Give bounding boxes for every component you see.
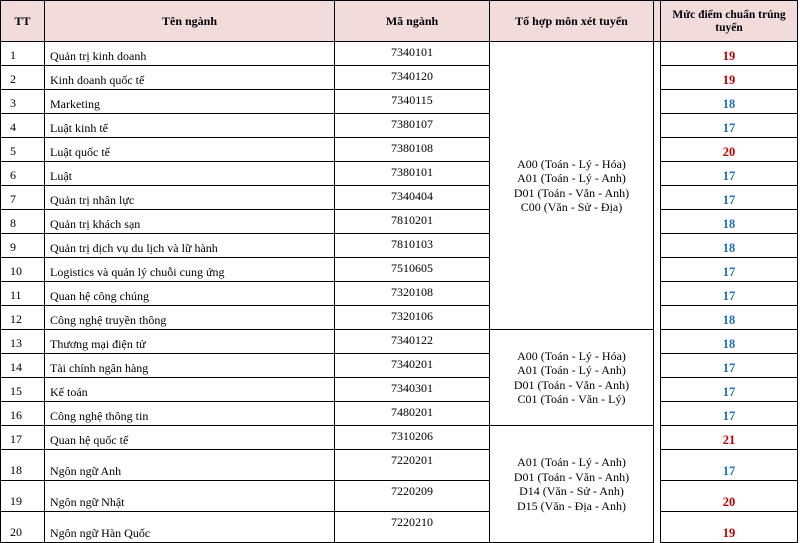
cutoff-score: 17 — [661, 402, 798, 426]
column-gap — [654, 282, 661, 306]
table-row — [1, 114, 798, 138]
major-name: Công nghệ truyền thông — [45, 306, 335, 330]
major-name: Kinh doanh quốc tế — [45, 66, 335, 90]
header-tt: TT — [1, 1, 45, 42]
header-major-name: Tên ngành — [45, 1, 335, 42]
table-row — [1, 42, 798, 66]
major-name: Marketing — [45, 90, 335, 114]
major-name: Quản trị nhân lực — [45, 186, 335, 210]
header-gap — [654, 1, 661, 42]
table-row — [1, 378, 798, 402]
major-code: 7320106 — [335, 306, 490, 330]
row-number: 6 — [1, 162, 45, 186]
table-row — [1, 186, 798, 210]
major-name: Thương mại điện tử — [45, 330, 335, 354]
cutoff-score: 17 — [661, 450, 798, 481]
header-major-code: Mã ngành — [335, 1, 490, 42]
table-row — [1, 354, 798, 378]
table-row — [1, 306, 798, 330]
row-number: 17 — [1, 426, 45, 450]
major-code: 7340404 — [335, 186, 490, 210]
header-subject-combination: Tổ hợp môn xét tuyển — [490, 1, 654, 42]
column-gap — [654, 258, 661, 282]
column-gap — [654, 138, 661, 162]
row-number: 18 — [1, 450, 45, 481]
major-code: 7220201 — [335, 450, 490, 481]
column-gap — [654, 378, 661, 402]
table-row — [1, 481, 798, 512]
row-number: 10 — [1, 258, 45, 282]
major-code: 7380101 — [335, 162, 490, 186]
table-row — [1, 162, 798, 186]
column-gap — [654, 42, 661, 66]
row-number: 13 — [1, 330, 45, 354]
column-gap — [654, 481, 661, 512]
column-gap — [654, 90, 661, 114]
table-row — [1, 258, 798, 282]
cutoff-score: 17 — [661, 282, 798, 306]
major-code: 7380107 — [335, 114, 490, 138]
row-number: 3 — [1, 90, 45, 114]
major-name: Quan hệ công chúng — [45, 282, 335, 306]
major-name: Luật kinh tế — [45, 114, 335, 138]
cutoff-score: 17 — [661, 186, 798, 210]
table-row — [1, 138, 798, 162]
column-gap — [654, 234, 661, 258]
major-name: Tài chính ngân hàng — [45, 354, 335, 378]
row-number: 15 — [1, 378, 45, 402]
subject-combination: A00 (Toán - Lý - Hóa) A01 (Toán - Lý - Anh) D01 (Toán - Văn - Anh) C00 (Văn - Sử - Địa) — [490, 42, 654, 330]
major-name: Quản trị kinh doanh — [45, 42, 335, 66]
table-row — [1, 210, 798, 234]
major-name: Ngôn ngữ Nhật — [45, 481, 335, 512]
major-code: 7480201 — [335, 402, 490, 426]
major-code: 7340101 — [335, 42, 490, 66]
column-gap — [654, 402, 661, 426]
cutoff-score: 17 — [661, 378, 798, 402]
major-code: 7340120 — [335, 66, 490, 90]
table-row — [1, 90, 798, 114]
row-number: 8 — [1, 210, 45, 234]
row-number: 1 — [1, 42, 45, 66]
column-gap — [654, 186, 661, 210]
cutoff-score: 17 — [661, 258, 798, 282]
column-gap — [654, 450, 661, 481]
major-code: 7220209 — [335, 481, 490, 512]
cutoff-score: 18 — [661, 330, 798, 354]
major-code: 7320108 — [335, 282, 490, 306]
column-gap — [654, 210, 661, 234]
column-gap — [654, 512, 661, 543]
table-row — [1, 282, 798, 306]
row-number: 12 — [1, 306, 45, 330]
cutoff-score: 19 — [661, 66, 798, 90]
row-number: 11 — [1, 282, 45, 306]
major-code: 7380108 — [335, 138, 490, 162]
row-number: 7 — [1, 186, 45, 210]
subject-combination: A00 (Toán - Lý - Hóa) A01 (Toán - Lý - Anh) D01 (Toán - Văn - Anh) C01 (Toán - Văn - Lý) — [490, 330, 654, 426]
major-name: Quản trị khách sạn — [45, 210, 335, 234]
major-code: 7340122 — [335, 330, 490, 354]
major-code: 7810201 — [335, 210, 490, 234]
cutoff-score: 18 — [661, 234, 798, 258]
major-code: 7510605 — [335, 258, 490, 282]
row-number: 20 — [1, 512, 45, 543]
table-row — [1, 66, 798, 90]
table-row — [1, 450, 798, 481]
column-gap — [654, 162, 661, 186]
major-name: Logistics và quản lý chuỗi cung ứng — [45, 258, 335, 282]
major-code: 7340115 — [335, 90, 490, 114]
major-name: Luật quốc tế — [45, 138, 335, 162]
major-name: Quản trị dịch vụ du lịch và lữ hành — [45, 234, 335, 258]
table-row — [1, 426, 798, 450]
cutoff-score: 21 — [661, 426, 798, 450]
column-gap — [654, 426, 661, 450]
major-name: Luật — [45, 162, 335, 186]
cutoff-score: 19 — [661, 512, 798, 543]
cutoff-score: 18 — [661, 306, 798, 330]
column-gap — [654, 330, 661, 354]
major-code: 7340201 — [335, 354, 490, 378]
header-cutoff-score: Mức điểm chuẩn trúng tuyển — [661, 1, 798, 42]
subject-combination: A01 (Toán - Lý - Anh) D01 (Toán - Văn - Anh) D14 (Văn - Sử - Anh) D15 (Văn - Địa - Anh) — [490, 426, 654, 543]
column-gap — [654, 306, 661, 330]
table-row — [1, 330, 798, 354]
cutoff-score: 18 — [661, 210, 798, 234]
major-code: 7310206 — [335, 426, 490, 450]
table-header-row — [1, 1, 798, 42]
row-number: 16 — [1, 402, 45, 426]
row-number: 19 — [1, 481, 45, 512]
column-gap — [654, 66, 661, 90]
table-row — [1, 402, 798, 426]
cutoff-score: 17 — [661, 114, 798, 138]
table-row — [1, 512, 798, 543]
cutoff-score: 18 — [661, 90, 798, 114]
row-number: 9 — [1, 234, 45, 258]
column-gap — [654, 354, 661, 378]
cutoff-score: 19 — [661, 42, 798, 66]
cutoff-score: 17 — [661, 354, 798, 378]
major-code: 7810103 — [335, 234, 490, 258]
major-code: 7220210 — [335, 512, 490, 543]
column-gap — [654, 114, 661, 138]
row-number: 14 — [1, 354, 45, 378]
major-code: 7340301 — [335, 378, 490, 402]
cutoff-score: 17 — [661, 162, 798, 186]
row-number: 4 — [1, 114, 45, 138]
major-name: Kế toán — [45, 378, 335, 402]
major-name: Quan hệ quốc tế — [45, 426, 335, 450]
table-row — [1, 234, 798, 258]
table-body — [1, 42, 798, 543]
row-number: 2 — [1, 66, 45, 90]
major-name: Công nghệ thông tin — [45, 402, 335, 426]
cutoff-score: 20 — [661, 138, 798, 162]
major-name: Ngôn ngữ Hàn Quốc — [45, 512, 335, 543]
row-number: 5 — [1, 138, 45, 162]
major-name: Ngôn ngữ Anh — [45, 450, 335, 481]
cutoff-score: 20 — [661, 481, 798, 512]
